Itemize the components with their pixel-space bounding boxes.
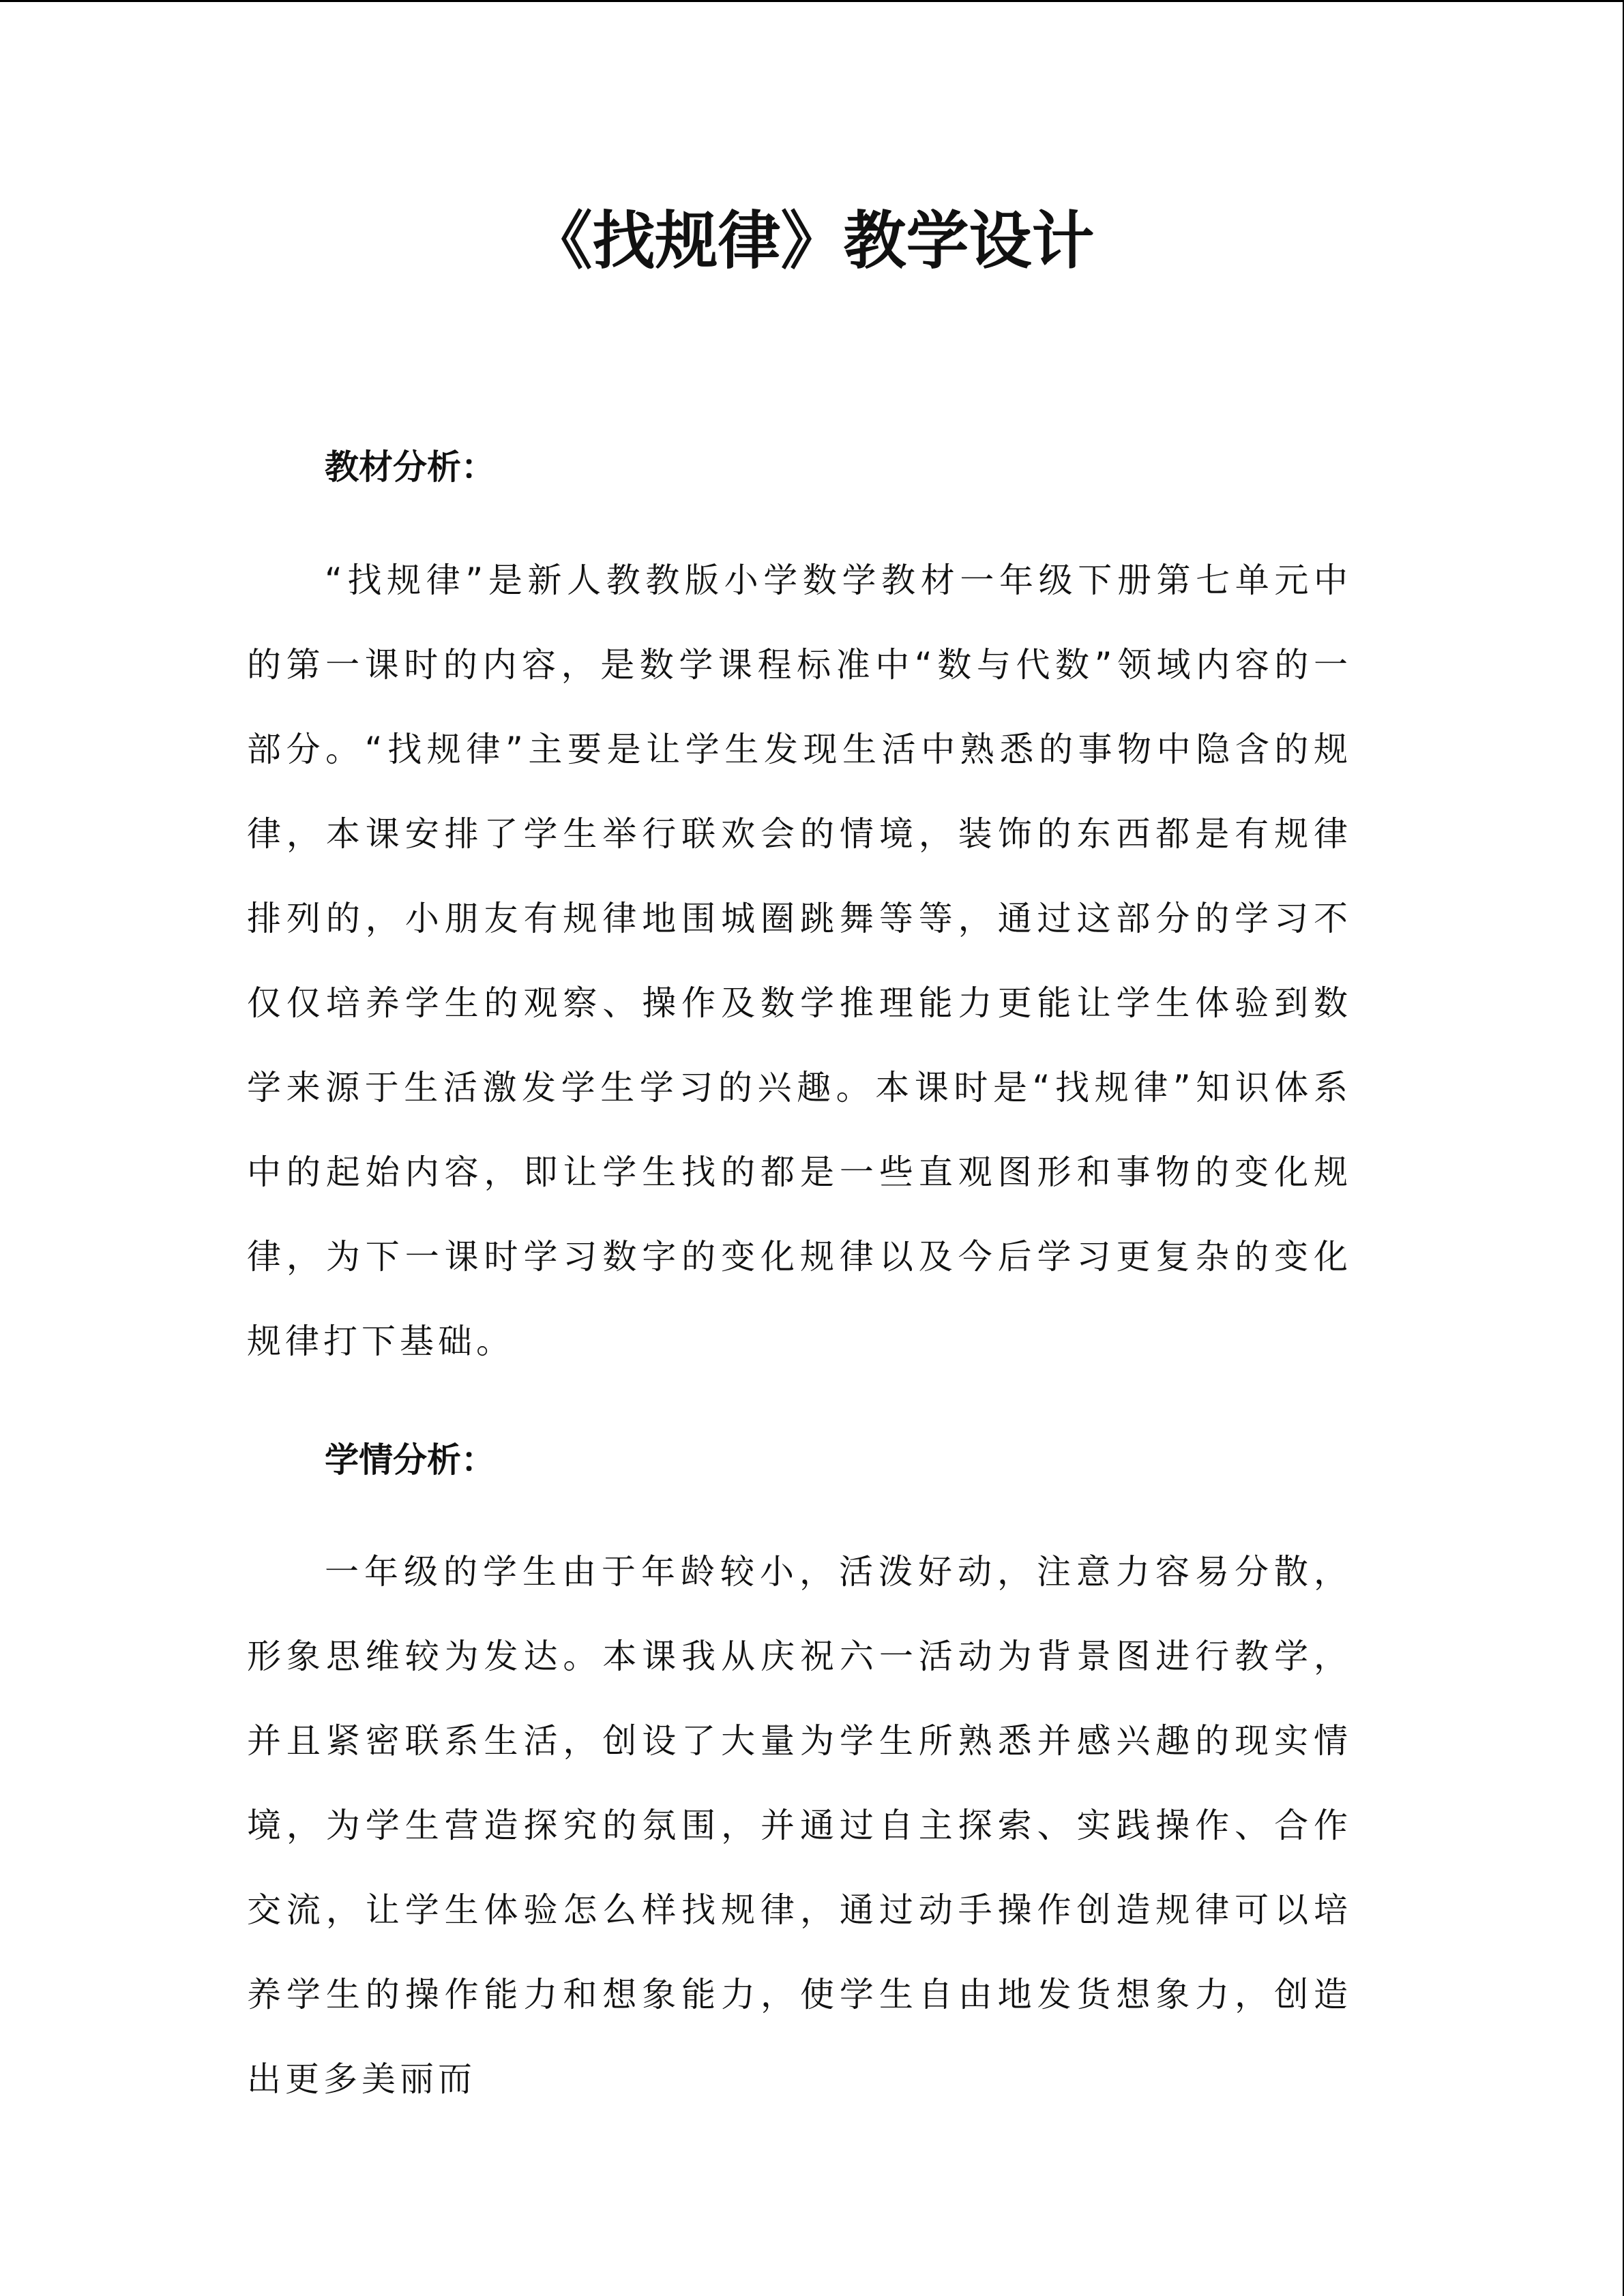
section-paragraph-student-analysis: 一年级的学生由于年龄较小，活泼好动，注意力容易分散，形象思维较为发达。本课我从庆祝六一活动为背景图进行教学，并且紧密联系生活，创设了大量为学生所熟悉并感兴趣的现实情境，为学生营造探究的氛围，并通过自主探索、实践操作、合作交流，让学生体验怎么样找规律，通过动手操作创造规律可以培养学生的操作能力和想象能力，使学生自由地发货想象力，创造出更多美丽而 [247,1552,1352,2099]
section-heading-textbook-analysis: 教材分析： [325,447,495,487]
section-paragraph-textbook-analysis: “找规律”是新人教教版小学数学教材一年级下册第七单元中的第一课时的内容，是数学课程标准中“数与代数”领域内容的一部分。“找规律”主要是让学生发现生活中熟悉的事物中隐含的规律，本课安排了学生举行联欢会的情境，装饰的东西都是有规律排列的，小朋友有规律地围城圈跳舞等等，通过这部分的学习不仅仅培养学生的观察、操作及数学推理能力更能让学生体验到数学来源于生活激发学生学习的兴趣。本课时是“找规律”知识体系中的起始内容，即让学生找的都是一些直观图形和事物的变化规律，为下一课时学习数字的变化规律以及今后学习更复杂的变化规律打下基础。 [247,561,1352,1361]
document-title: 《找规律》教学设计 [529,204,1095,278]
section-heading-student-analysis: 学情分析： [325,1440,495,1480]
